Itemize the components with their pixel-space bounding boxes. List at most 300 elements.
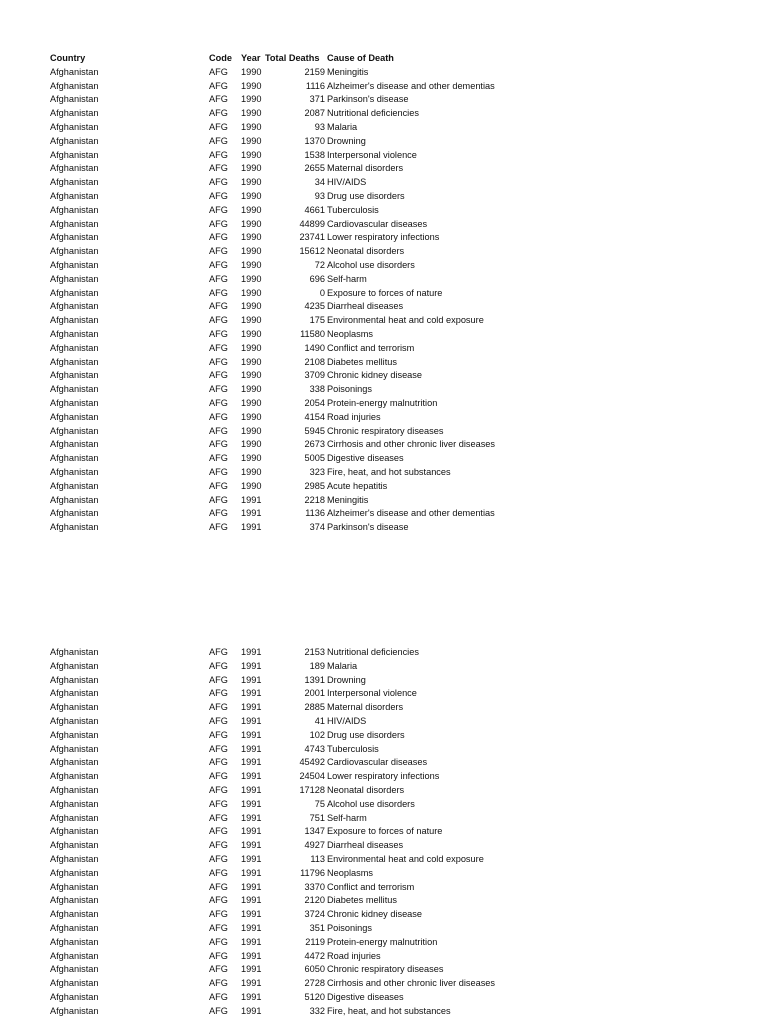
cell-cause: Fire, heat, and hot substances [327, 466, 451, 477]
cell-code: AFG [209, 149, 228, 160]
table-row [0, 812, 768, 826]
cell-cause: Diarrheal diseases [327, 301, 404, 312]
cell-code: AFG [209, 370, 228, 381]
cell-cause: Environmental heat and cold exposure [327, 853, 484, 864]
table-row [0, 715, 768, 729]
cell-cause: Meningitis [327, 494, 369, 505]
cell-year: 1990 [241, 232, 262, 243]
cell-code: AFG [209, 80, 228, 91]
cell-cause: Malaria [327, 121, 358, 132]
cell-cause: Drug use disorders [327, 190, 405, 201]
cell-year: 1990 [241, 370, 262, 381]
cell-year: 1990 [241, 80, 262, 91]
cell-code: AFG [209, 108, 228, 119]
cell-country: Afghanistan [50, 950, 99, 961]
cell-country: Afghanistan [50, 384, 99, 395]
cell-cause: Diabetes mellitus [327, 356, 397, 367]
cell-code: AFG [209, 674, 228, 685]
cell-code: AFG [209, 218, 228, 229]
cell-code: AFG [209, 757, 228, 768]
cell-code: AFG [209, 964, 228, 975]
table-row [0, 397, 768, 411]
cell-code: AFG [209, 453, 228, 464]
cell-total-deaths: 2087 [304, 108, 325, 119]
cell-total-deaths: 11796 [300, 867, 325, 878]
cell-code: AFG [209, 991, 228, 1002]
cell-country: Afghanistan [50, 867, 99, 878]
cell-cause: Parkinson's disease [327, 522, 409, 533]
header-cause: Cause of Death [327, 53, 394, 63]
cell-code: AFG [209, 743, 228, 754]
cell-cause: Cardiovascular diseases [327, 757, 428, 768]
cell-year: 1990 [241, 397, 262, 408]
table-row [0, 135, 768, 149]
cell-cause: Self-harm [327, 273, 367, 284]
cell-code: AFG [209, 356, 228, 367]
table-row [0, 507, 768, 521]
cell-year: 1990 [241, 135, 262, 146]
cell-total-deaths: 93 [314, 121, 325, 132]
cell-country: Afghanistan [50, 135, 99, 146]
cell-country: Afghanistan [50, 881, 99, 892]
table-row [0, 383, 768, 397]
cell-country: Afghanistan [50, 425, 99, 436]
cell-year: 1990 [241, 411, 262, 422]
cell-total-deaths: 5120 [304, 991, 325, 1002]
table-row [0, 853, 768, 867]
table-row [0, 991, 768, 1005]
cell-code: AFG [209, 494, 228, 505]
cell-country: Afghanistan [50, 411, 99, 422]
cell-code: AFG [209, 702, 228, 713]
cell-code: AFG [209, 688, 228, 699]
cell-country: Afghanistan [50, 163, 99, 174]
cell-total-deaths: 72 [314, 259, 325, 270]
table-header [0, 52, 768, 66]
cell-total-deaths: 41 [314, 715, 325, 726]
table-row [0, 411, 768, 425]
cell-country: Afghanistan [50, 494, 99, 505]
table-row [0, 107, 768, 121]
table-row [0, 908, 768, 922]
cell-total-deaths: 1490 [304, 342, 325, 353]
cell-cause: Protein-energy malnutrition [327, 936, 438, 947]
cell-year: 1990 [241, 273, 262, 284]
cell-code: AFG [209, 466, 228, 477]
cell-cause: Drowning [327, 135, 366, 146]
table-row [0, 867, 768, 881]
cell-year: 1991 [241, 950, 262, 961]
cell-year: 1990 [241, 259, 262, 270]
cell-cause: Nutritional deficiencies [327, 647, 419, 657]
cell-year: 1991 [241, 922, 262, 933]
cell-country: Afghanistan [50, 328, 99, 339]
cell-country: Afghanistan [50, 991, 99, 1002]
cell-country: Afghanistan [50, 812, 99, 823]
table-row [0, 245, 768, 259]
cell-cause: Fire, heat, and hot substances [327, 1005, 451, 1016]
cell-code: AFG [209, 853, 228, 864]
cell-cause: Alzheimer's disease and other dementias [327, 508, 495, 519]
table-row [0, 839, 768, 853]
cell-total-deaths: 5005 [304, 453, 325, 464]
table-row [0, 356, 768, 370]
cell-cause: Interpersonal violence [327, 149, 417, 160]
table-row [0, 743, 768, 757]
cell-total-deaths: 2728 [304, 978, 325, 989]
cell-cause: Digestive diseases [327, 453, 404, 464]
cell-cause: HIV/AIDS [327, 177, 367, 188]
cell-code: AFG [209, 301, 228, 312]
cell-total-deaths: 113 [310, 853, 325, 864]
cell-code: AFG [209, 881, 228, 892]
cell-country: Afghanistan [50, 108, 99, 119]
cell-total-deaths: 1136 [305, 508, 325, 519]
table-row [0, 231, 768, 245]
header-code: Code [209, 53, 232, 63]
cell-country: Afghanistan [50, 1005, 99, 1016]
cell-code: AFG [209, 480, 228, 491]
cell-year: 1990 [241, 149, 262, 160]
header-total-deaths: Total Deaths [265, 53, 320, 63]
table-row [0, 881, 768, 895]
cell-year: 1991 [241, 784, 262, 795]
cell-year: 1990 [241, 453, 262, 464]
table-row [0, 218, 768, 232]
cell-total-deaths: 2985 [304, 480, 325, 491]
cell-cause: Conflict and terrorism [327, 881, 415, 892]
cell-year: 1991 [241, 909, 262, 920]
cell-year: 1991 [241, 715, 262, 726]
cell-country: Afghanistan [50, 301, 99, 312]
cell-year: 1990 [241, 384, 262, 395]
cell-cause: Diarrheal diseases [327, 840, 404, 851]
cell-year: 1991 [241, 853, 262, 864]
cell-cause: Meningitis [327, 66, 369, 77]
cell-total-deaths: 2119 [305, 936, 325, 947]
cell-year: 1991 [241, 729, 262, 740]
table-row [0, 162, 768, 176]
table-row [0, 480, 768, 494]
cell-country: Afghanistan [50, 397, 99, 408]
cell-country: Afghanistan [50, 273, 99, 284]
cell-country: Afghanistan [50, 826, 99, 837]
cell-country: Afghanistan [50, 936, 99, 947]
table-row [0, 646, 768, 660]
table-row [0, 204, 768, 218]
cell-total-deaths: 44899 [299, 218, 325, 229]
table-row [0, 936, 768, 950]
cell-country: Afghanistan [50, 771, 99, 782]
cell-country: Afghanistan [50, 840, 99, 851]
cell-country: Afghanistan [50, 660, 99, 671]
cell-code: AFG [209, 798, 228, 809]
cell-code: AFG [209, 135, 228, 146]
cell-year: 1991 [241, 660, 262, 671]
cell-total-deaths: 5945 [304, 425, 325, 436]
cell-code: AFG [209, 439, 228, 450]
cell-total-deaths: 102 [309, 729, 325, 740]
table-row [0, 314, 768, 328]
cell-total-deaths: 4235 [304, 301, 325, 312]
cell-total-deaths: 1538 [304, 149, 325, 160]
cell-cause: Exposure to forces of nature [327, 287, 443, 298]
cell-code: AFG [209, 826, 228, 837]
cell-total-deaths: 3709 [304, 370, 325, 381]
cell-year: 1991 [241, 688, 262, 699]
cell-cause: Chronic respiratory diseases [327, 964, 444, 975]
cell-country: Afghanistan [50, 94, 99, 105]
cell-country: Afghanistan [50, 453, 99, 464]
cell-cause: Alzheimer's disease and other dementias [327, 80, 495, 91]
cell-year: 1990 [241, 315, 262, 326]
cell-total-deaths: 338 [309, 384, 325, 395]
cell-year: 1990 [241, 204, 262, 215]
cell-year: 1991 [241, 978, 262, 989]
table-row [0, 963, 768, 977]
cell-code: AFG [209, 922, 228, 933]
cell-year: 1990 [241, 466, 262, 477]
cell-total-deaths: 3370 [304, 881, 325, 892]
cell-code: AFG [209, 425, 228, 436]
cell-code: AFG [209, 508, 228, 519]
cell-code: AFG [209, 259, 228, 270]
cell-total-deaths: 351 [309, 922, 325, 933]
table-row [0, 121, 768, 135]
cell-total-deaths: 2673 [304, 439, 325, 450]
cell-code: AFG [209, 909, 228, 920]
cell-cause: Cirrhosis and other chronic liver diseases [327, 978, 495, 989]
cell-total-deaths: 2054 [304, 397, 325, 408]
cell-cause: Acute hepatitis [327, 480, 388, 491]
cell-country: Afghanistan [50, 246, 99, 257]
cell-country: Afghanistan [50, 508, 99, 519]
cell-country: Afghanistan [50, 895, 99, 906]
cell-year: 1991 [241, 647, 262, 657]
cell-cause: Alcohol use disorders [327, 798, 415, 809]
table-row [0, 300, 768, 314]
cell-total-deaths: 15612 [299, 246, 325, 257]
cell-cause: Chronic respiratory diseases [327, 425, 444, 436]
cell-total-deaths: 34 [314, 177, 325, 188]
cell-country: Afghanistan [50, 121, 99, 132]
cell-total-deaths: 75 [314, 798, 325, 809]
table-row [0, 660, 768, 674]
table-row [0, 176, 768, 190]
cell-year: 1991 [241, 757, 262, 768]
cell-total-deaths: 0 [319, 287, 325, 298]
cell-total-deaths: 189 [309, 660, 325, 671]
cell-total-deaths: 11580 [300, 328, 325, 339]
table-row [0, 66, 768, 80]
cell-cause: Interpersonal violence [327, 688, 417, 699]
cell-cause: Protein-energy malnutrition [327, 397, 438, 408]
cell-year: 1990 [241, 218, 262, 229]
cell-total-deaths: 1347 [304, 826, 325, 837]
cell-year: 1990 [241, 301, 262, 312]
cell-cause: Lower respiratory infections [327, 771, 440, 782]
cell-cause: Digestive diseases [327, 991, 404, 1002]
cell-cause: Maternal disorders [327, 163, 404, 174]
cell-year: 1990 [241, 66, 262, 77]
cell-code: AFG [209, 273, 228, 284]
cell-cause: Parkinson's disease [327, 94, 409, 105]
table-row [0, 342, 768, 356]
cell-year: 1990 [241, 94, 262, 105]
cell-cause: Cirrhosis and other chronic liver diseases [327, 439, 495, 450]
cell-total-deaths: 374 [309, 522, 325, 533]
cell-year: 1990 [241, 190, 262, 201]
cell-code: AFG [209, 411, 228, 422]
cell-year: 1991 [241, 798, 262, 809]
cell-code: AFG [209, 246, 228, 257]
cell-country: Afghanistan [50, 356, 99, 367]
cell-total-deaths: 696 [309, 273, 325, 284]
cell-country: Afghanistan [50, 149, 99, 160]
cell-cause: Neonatal disorders [327, 246, 405, 257]
table-row [0, 149, 768, 163]
cell-cause: Neonatal disorders [327, 784, 405, 795]
cell-country: Afghanistan [50, 964, 99, 975]
cell-code: AFG [209, 190, 228, 201]
cell-code: AFG [209, 867, 228, 878]
cell-total-deaths: 2218 [304, 494, 325, 505]
cell-cause: Maternal disorders [327, 702, 404, 713]
cell-cause: Self-harm [327, 812, 367, 823]
cell-year: 1991 [241, 964, 262, 975]
cell-year: 1990 [241, 121, 262, 132]
cell-year: 1990 [241, 342, 262, 353]
cell-year: 1990 [241, 439, 262, 450]
cell-year: 1991 [241, 936, 262, 947]
cell-cause: Alcohol use disorders [327, 259, 415, 270]
cell-total-deaths: 17128 [299, 784, 325, 795]
cell-year: 1991 [241, 867, 262, 878]
cell-country: Afghanistan [50, 370, 99, 381]
cell-country: Afghanistan [50, 522, 99, 533]
cell-total-deaths: 1370 [304, 135, 325, 146]
cell-country: Afghanistan [50, 466, 99, 477]
table-row [0, 798, 768, 812]
cell-total-deaths: 2159 [304, 66, 325, 77]
cell-country: Afghanistan [50, 177, 99, 188]
cell-cause: Conflict and terrorism [327, 342, 415, 353]
cell-cause: Tuberculosis [327, 204, 379, 215]
cell-cause: Malaria [327, 660, 358, 671]
cell-country: Afghanistan [50, 439, 99, 450]
cell-cause: Drowning [327, 674, 366, 685]
table-row [0, 80, 768, 94]
cell-year: 1991 [241, 702, 262, 713]
cell-total-deaths: 2153 [304, 647, 325, 657]
cell-cause: Poisonings [327, 922, 372, 933]
cell-year: 1990 [241, 163, 262, 174]
header-country: Country [50, 53, 86, 63]
cell-code: AFG [209, 342, 228, 353]
cell-code: AFG [209, 978, 228, 989]
cell-cause: Neoplasms [327, 867, 373, 878]
cell-cause: Nutritional deficiencies [327, 108, 419, 119]
cell-total-deaths: 4661 [304, 204, 325, 215]
cell-code: AFG [209, 771, 228, 782]
cell-total-deaths: 751 [309, 812, 325, 823]
cell-code: AFG [209, 328, 228, 339]
table-row [0, 922, 768, 936]
cell-code: AFG [209, 121, 228, 132]
cell-code: AFG [209, 315, 228, 326]
table-row [0, 93, 768, 107]
cell-country: Afghanistan [50, 259, 99, 270]
cell-year: 1991 [241, 674, 262, 685]
cell-code: AFG [209, 715, 228, 726]
table-row [0, 674, 768, 688]
cell-code: AFG [209, 1005, 228, 1016]
cell-country: Afghanistan [50, 218, 99, 229]
cell-total-deaths: 23741 [299, 232, 325, 243]
cell-country: Afghanistan [50, 647, 99, 657]
cell-code: AFG [209, 950, 228, 961]
cell-total-deaths: 1391 [304, 674, 325, 685]
table-row [0, 438, 768, 452]
cell-total-deaths: 24504 [299, 771, 325, 782]
table-block-1 [0, 52, 768, 535]
table-row [0, 687, 768, 701]
table-row [0, 950, 768, 964]
table-row [0, 784, 768, 798]
cell-total-deaths: 3724 [304, 909, 325, 920]
cell-country: Afghanistan [50, 674, 99, 685]
cell-country: Afghanistan [50, 853, 99, 864]
cell-cause: Tuberculosis [327, 743, 379, 754]
cell-year: 1991 [241, 812, 262, 823]
cell-code: AFG [209, 647, 228, 657]
cell-cause: Environmental heat and cold exposure [327, 315, 484, 326]
cell-country: Afghanistan [50, 715, 99, 726]
cell-total-deaths: 332 [309, 1005, 325, 1016]
cell-cause: Cardiovascular diseases [327, 218, 428, 229]
header-year: Year [241, 53, 261, 63]
cell-code: AFG [209, 784, 228, 795]
cell-cause: Road injuries [327, 950, 381, 961]
cell-code: AFG [209, 232, 228, 243]
cell-year: 1990 [241, 246, 262, 257]
table-row [0, 770, 768, 784]
cell-year: 1990 [241, 356, 262, 367]
cell-year: 1991 [241, 840, 262, 851]
cell-cause: Neoplasms [327, 328, 373, 339]
cell-year: 1990 [241, 425, 262, 436]
cell-total-deaths: 4154 [304, 411, 325, 422]
table-row [0, 756, 768, 770]
cell-year: 1991 [241, 494, 262, 505]
table-row [0, 287, 768, 301]
cell-code: AFG [209, 397, 228, 408]
cell-country: Afghanistan [50, 743, 99, 754]
table-row [0, 452, 768, 466]
cell-total-deaths: 2001 [304, 688, 325, 699]
cell-code: AFG [209, 895, 228, 906]
cell-cause: Drug use disorders [327, 729, 405, 740]
cell-code: AFG [209, 177, 228, 188]
cell-country: Afghanistan [50, 287, 99, 298]
cell-cause: Lower respiratory infections [327, 232, 440, 243]
cell-country: Afghanistan [50, 729, 99, 740]
cell-total-deaths: 2655 [304, 163, 325, 174]
cell-code: AFG [209, 522, 228, 533]
table-row [0, 466, 768, 480]
cell-country: Afghanistan [50, 688, 99, 699]
cell-year: 1990 [241, 328, 262, 339]
